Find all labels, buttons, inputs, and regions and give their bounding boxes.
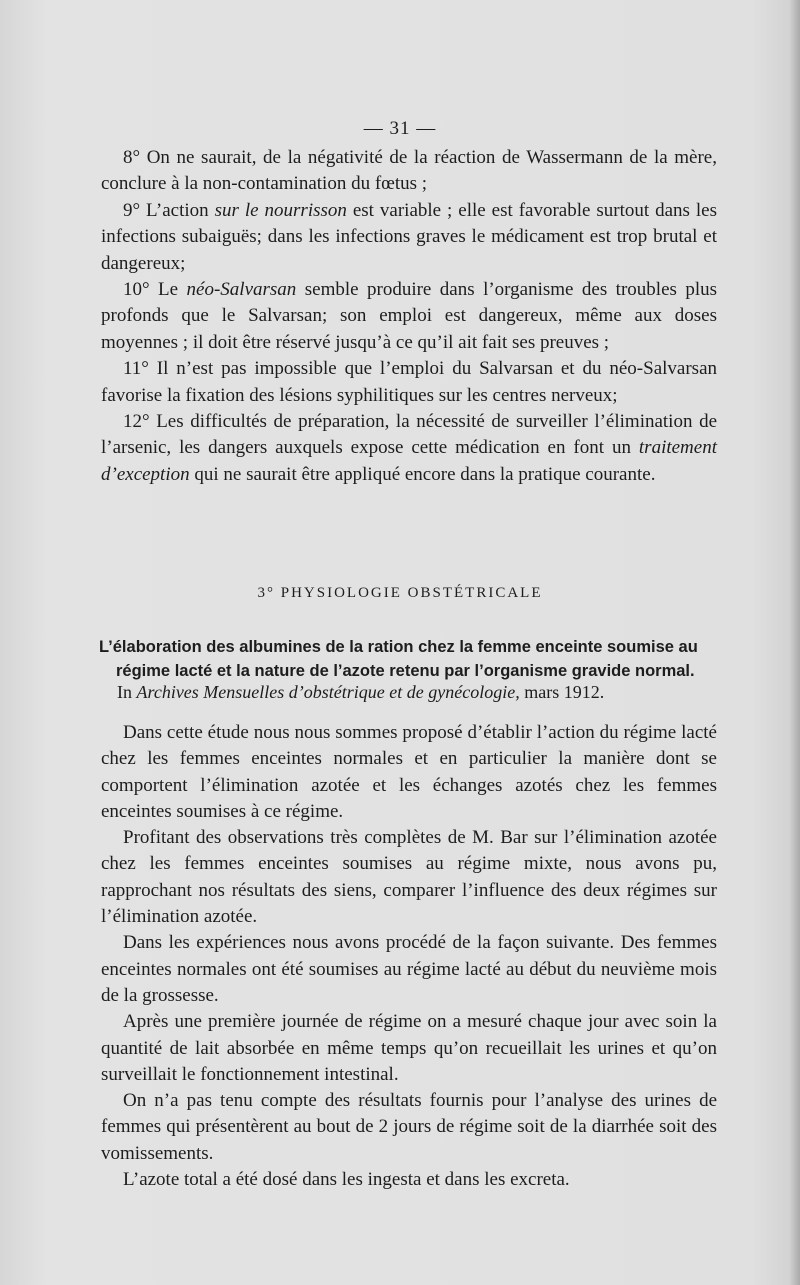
conclusion-item-8: 8° On ne saurait, de la négativité de la réaction de Wassermann de la mère, conclure à la non-contamination du fœtus ; — [101, 147, 717, 195]
conclusion-item-12: 12° Les difficultés de préparation, la nécessité de surveiller l’élimination de l’arsenic, les dangers auxquels expose cette médication en font un traitement d’exception qui ne saurait être appliqué encore dans la pratique courante. — [101, 411, 717, 485]
article-source: In Archives Mensuelles d’obstétrique et de gynécologie, mars 1912. — [117, 682, 605, 702]
conclusions-list — [101, 145, 717, 488]
body-paragraph: L’azote total a été dosé dans les ingesta et dans les excreta. — [123, 1169, 570, 1191]
article-title-line-1: L’élaboration des albumines de la ration chez la femme enceinte soumise au — [99, 638, 698, 656]
conclusion-item-11: 11° Il n’est pas impossible que l’emploi du Salvarsan et du néo-Salvarsan favorise la fixation des lésions syphilitiques sur les centres nerveux; — [101, 358, 717, 406]
body-paragraph: Profitant des observations très complètes de M. Bar sur l’élimination azotée chez les femmes enceintes soumises au régime mixte, nous avons pu, rapprochant nos résultats des siens, comparer l’influence des deux régimes sur l’élimination azotée. — [101, 827, 717, 928]
body-paragraph: Dans cette étude nous nous sommes proposé d’établir l’action du régime lacté chez les femmes enceintes normales et en particulier la manière dont se comportent l’élimination azotée et les échanges azotés chez les femmes enceintes soumises à ce régime. — [101, 722, 717, 822]
body-paragraph: Après une première journée de régime on a mesuré chaque jour avec soin la quantité de lait absorbée en même temps qu’on recueillait les urines et qu’on surveillait le fonctionnement intestinal. — [101, 1011, 717, 1085]
conclusion-item-10: 10° Le néo-Salvarsan semble produire dans l’organisme des troubles plus profonds que le Salvarsan; son emploi est dangereux, même aux doses moyennes ; il doit être réservé jusqu’à ce qu’il ait fait ses preuves ; — [101, 279, 718, 353]
conclusion-item-9: 9° L’action sur le nourrisson est variable ; elle est favorable surtout dans les infections subaiguës; dans les infections graves le médicament est trop brutal et dangereux; — [101, 199, 718, 274]
journal-name: Archives Mensuelles d’obstétrique et de gynécologie, — [136, 682, 520, 702]
body-paragraph: On n’a pas tenu compte des résultats fournis pour l’analyse des urines de femmes qui présentèrent au bout de 2 jours de régime soit de la diarrhée soit des vomissements. — [101, 1090, 717, 1164]
page-edge-shadow — [790, 0, 800, 1285]
article-title — [99, 635, 721, 683]
page-number: — 31 — — [363, 118, 437, 139]
body-paragraph: Dans les expériences nous avons procédé de la façon suivante. Des femmes enceintes normales ont été soumises au régime lacté au début du neuvième mois de la grossesse. — [101, 932, 717, 1006]
article-title-line-2: régime lacté et la nature de l’azote retenu par l’organisme gravide normal. — [116, 662, 695, 680]
section-heading: 3° PHYSIOLOGIE OBSTÉTRICALE — [257, 585, 543, 601]
article-body — [101, 720, 717, 1193]
